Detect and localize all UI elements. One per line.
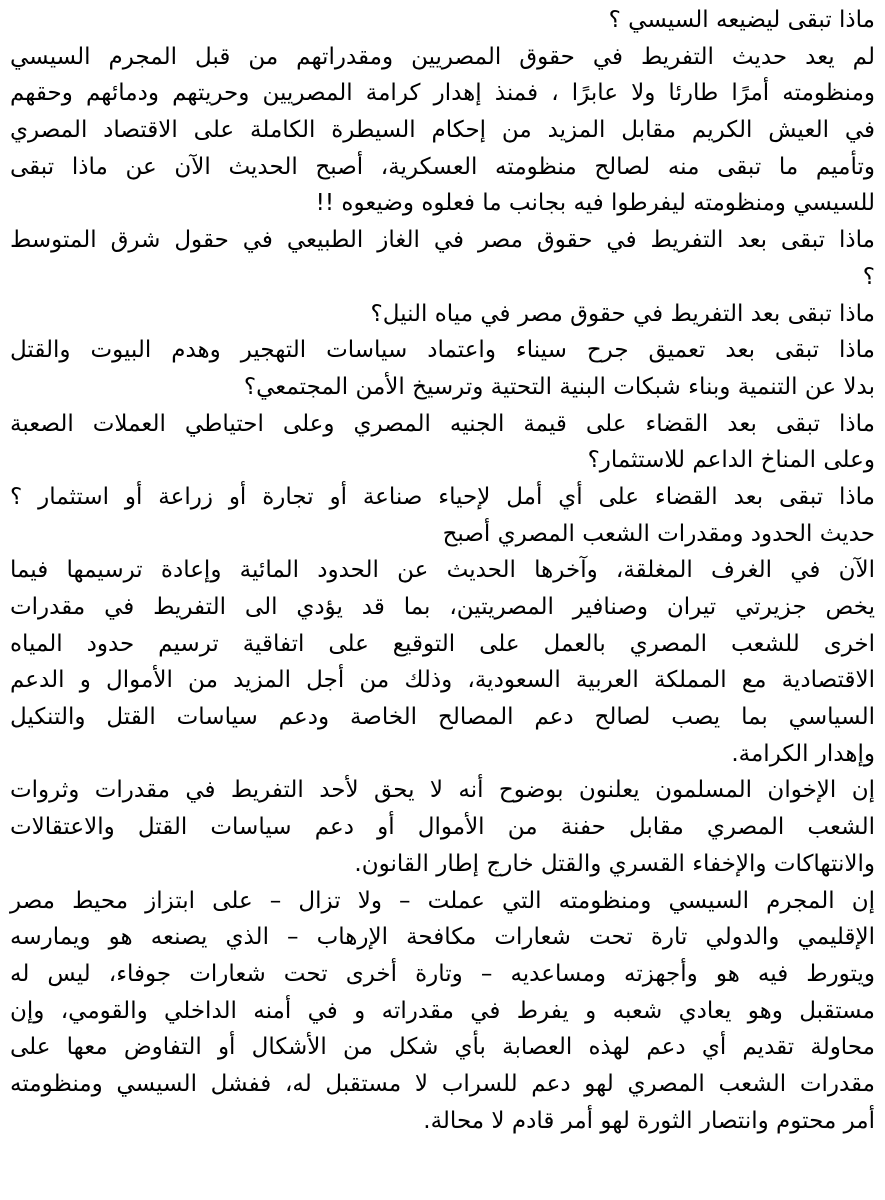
text-line: ومنظومته أمرًا طارئا ولا عابرًا ، فمنذ إهدار كرامة المصريين وحريتهم ودمائهم وحقهم	[10, 80, 875, 107]
text-line: وتأميم ما تبقى منه لصالح منظومته العسكرية، أصبح الحديث الآن عن ماذا تبقى	[10, 153, 875, 180]
text-line: ماذا تبقى بعد التفريط في حقوق مصر في مياه النيل؟	[370, 300, 875, 327]
text-line: وإهدار الكرامة.	[731, 740, 875, 767]
text-line: اخرى للشعب المصري بالعمل على التوقيع على اتفاقية ترسيم حدود المياه	[10, 630, 875, 657]
text-line: بدلا عن التنمية وبناء شبكات البنية التحتية وترسيخ الأمن المجتمعي؟	[243, 373, 875, 400]
text-line: أمر محتوم وانتصار الثورة لهو أمر قادم لا محالة.	[423, 1107, 875, 1134]
text-line: الآن في الغرف المغلقة، وآخرها الحديث عن الحدود المائية وإعادة ترسيمها فيما	[10, 557, 875, 584]
text-line: إن المجرم السيسي ومنظومته التي عملت – ولا تزال – على ابتزاز محيط مصر	[10, 887, 875, 914]
text-line: ماذا تبقى بعد القضاء على أي أمل لإحياء صناعة أو تجارة أو زراعة أو استثمار ؟	[10, 483, 875, 510]
text-line: ماذا تبقى بعد القضاء على قيمة الجنيه المصري وعلى احتياطي العملات الصعبة	[10, 410, 875, 437]
text-line: مقدرات الشعب المصري لهو دعم للسراب لا مستقبل له، ففشل السيسي ومنظومته	[10, 1070, 875, 1097]
text-line: مستقبل وهو يعادي شعبه و يفرط في مقدراته و في أمنه الداخلي والقومي، وإن	[10, 997, 875, 1024]
text-line: السياسي بما يصب لصالح دعم المصالح الخاصة ودعم سياسات القتل والتنكيل	[10, 704, 875, 731]
text-line: الإقليمي والدولي تارة تحت شعارات مكافحة الإرهاب – الذي يصنعه هو ويمارسه	[10, 924, 875, 951]
text-line: في العيش الكريم مقابل المزيد من إحكام السيطرة الكاملة على الاقتصاد المصري	[10, 117, 875, 144]
text-line: ويتورط فيه هو وأجهزته ومساعديه – وتارة أخرى تحت شعارات جوفاء، ليس له	[10, 960, 875, 987]
text-line: ماذا تبقى بعد تعميق جرح سيناء واعتماد سياسات التهجير وهدم البيوت والقتل	[10, 337, 875, 364]
text-line: للسيسي ومنظومته ليفرطوا فيه بجانب ما فعلوه وضيعوه !!	[315, 190, 875, 217]
text-line: وعلى المناخ الداعم للاستثمار؟	[587, 447, 875, 474]
text-line: الاقتصادية مع المملكة العربية السعودية، وذلك من أجل المزيد من الأموال و الدعم	[10, 667, 875, 694]
text-line: ؟	[862, 263, 875, 290]
text-line: لم يعد حديث التفريط في حقوق المصريين ومقدراتهم من قبل المجرم السيسي	[10, 43, 875, 70]
text-line: والانتهاكات والإخفاء القسري والقتل خارج إطار القانون.	[354, 850, 875, 877]
text-line: حديث الحدود ومقدرات الشعب المصري أصبح	[442, 520, 875, 547]
text-line: إن الإخوان المسلمون يعلنون بوضوح أنه لا يحق لأحد التفريط في مقدرات وثروات	[10, 777, 875, 804]
text-line: الشعب المصري مقابل حفنة من الأموال أو دعم سياسات القتل والاعتقالات	[10, 814, 875, 841]
text-line: يخص جزيرتي تيران وصنافير المصريتين، بما قد يؤدي الى التفريط في مقدرات	[10, 594, 875, 620]
text-line: محاولة تقديم أي دعم لهذه العصابة بأي شكل من الأشكال أو التفاوض معها على	[10, 1034, 875, 1061]
text-line: ماذا تبقى بعد التفريط في حقوق مصر في الغاز الطبيعي في حقول شرق المتوسط	[10, 227, 875, 254]
document-title: ماذا تبقى ليضيعه السيسي ؟	[608, 7, 875, 33]
